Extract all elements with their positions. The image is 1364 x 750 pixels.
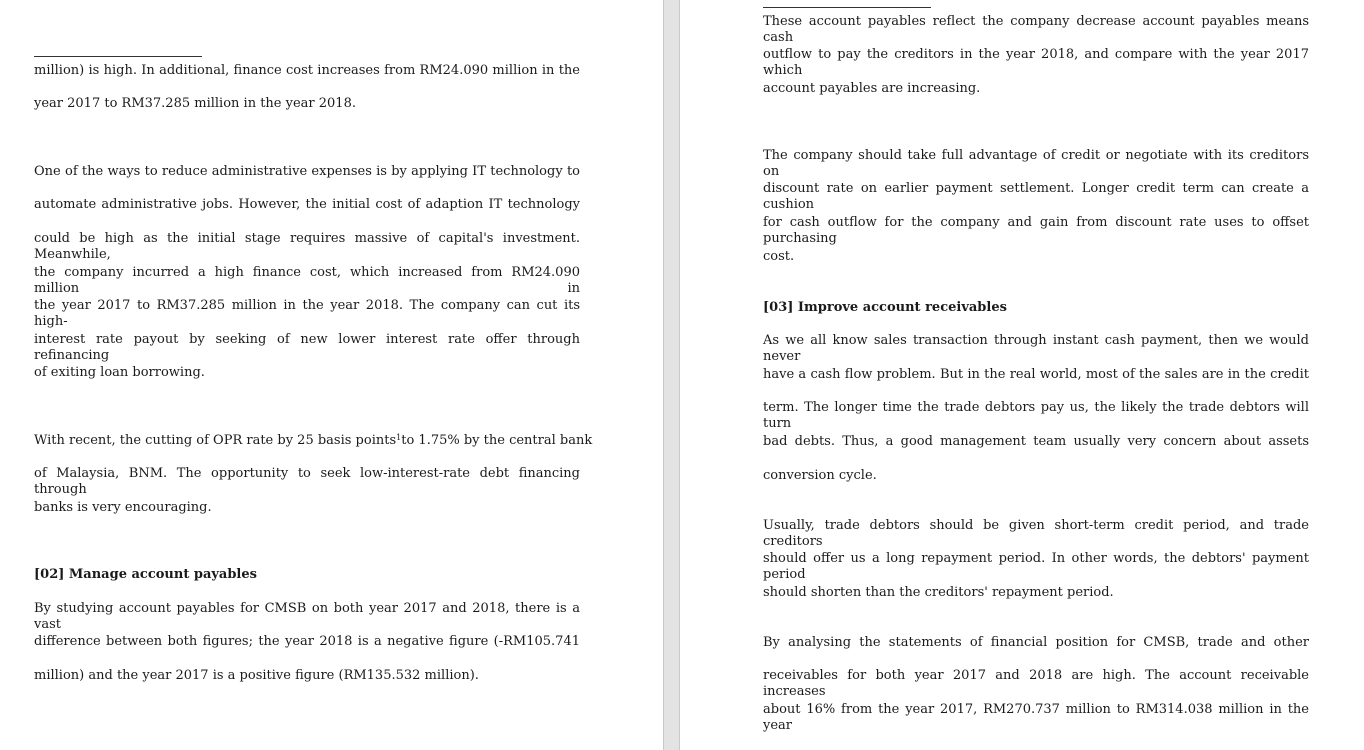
- footnote-separator: [34, 56, 202, 57]
- text-line: million) is high. In additional, finance cost increases from RM24.090 million in the: [34, 63, 580, 78]
- text-line: As we all know sales transaction through instant cash payment, then we would never: [763, 333, 1309, 364]
- text-line: could be high as the initial stage requires massive of capital's investment. Meanwhile,: [34, 231, 580, 262]
- text-line: By analysing the statements of financial position for CMSB, trade and other: [763, 635, 1309, 650]
- text-line: interest rate payout by seeking of new lower interest rate offer through refinancing: [34, 332, 580, 363]
- text-line: should shorten than the creditors' repayment period.: [763, 585, 1114, 600]
- text-line: million) and the year 2017 is a positive figure (RM135.532 million).: [34, 668, 479, 683]
- text-line: One of the ways to reduce administrative expenses is by applying IT technology to: [34, 164, 580, 179]
- text-line: have a cash flow problem. But in the real world, most of the sales are in the credit: [763, 367, 1309, 382]
- footnote-reference[interactable]: 1: [396, 433, 402, 442]
- text-line: the year 2017 to RM37.285 million in the year 2018. The company can cut its high-: [34, 298, 580, 329]
- text-line: the company incurred a high finance cost, which increased from RM24.090 million in: [34, 265, 580, 296]
- text-line: outflow to pay the creditors in the year 2018, and compare with the year 2017 which: [763, 47, 1309, 78]
- text-line: Usually, trade debtors should be given short-term credit period, and trade creditors: [763, 518, 1309, 549]
- text-line: difference between both figures; the year 2018 is a negative figure (-RM105.741: [34, 634, 580, 649]
- text-fragment: to 1.75% by the central bank: [401, 433, 593, 448]
- text-line: account payables are increasing.: [763, 81, 981, 96]
- text-line: should offer us a long repayment period. In other words, the debtors' payment period: [763, 551, 1309, 582]
- text-fragment: With recent, the cutting of OPR rate by 25 basis points: [34, 433, 397, 448]
- document-page-left: [0, 0, 663, 750]
- page-gutter: [663, 0, 680, 750]
- text-line: year 2017 to RM37.285 million in the year 2018.: [34, 96, 356, 111]
- text-line-with-footnote: [34, 433, 593, 449]
- text-line: receivables for both year 2017 and 2018 are high. The account receivable increases: [763, 668, 1309, 699]
- text-line: These account payables reflect the company decrease account payables means cash: [763, 14, 1309, 45]
- text-line: term. The longer time the trade debtors pay us, the likely the trade debtors will turn: [763, 400, 1309, 431]
- text-line: banks is very encouraging.: [34, 500, 212, 515]
- section-heading-02: [02] Manage account payables: [34, 567, 257, 582]
- text-line: of exiting loan borrowing.: [34, 365, 205, 380]
- text-line: for cash outflow for the company and gain from discount rate uses to offset purchasing: [763, 215, 1309, 246]
- text-line: about 16% from the year 2017, RM270.737 million to RM314.038 million in the year: [763, 702, 1309, 733]
- text-line: of Malaysia, BNM. The opportunity to seek low-interest-rate debt financing through: [34, 466, 580, 497]
- text-line: automate administrative jobs. However, the initial cost of adaption IT technology: [34, 197, 580, 212]
- text-line: cost.: [763, 249, 795, 264]
- document-page-right: [680, 0, 1364, 750]
- text-line: The company should take full advantage of credit or negotiate with its creditors on: [763, 148, 1309, 179]
- section-heading-03: [03] Improve account receivables: [763, 300, 1007, 315]
- text-line: conversion cycle.: [763, 468, 877, 483]
- text-line: By studying account payables for CMSB on both year 2017 and 2018, there is a vast: [34, 601, 580, 632]
- text-line: discount rate on earlier payment settlement. Longer credit term can create a cushion: [763, 181, 1309, 212]
- footnote-separator: [763, 7, 931, 8]
- text-line: bad debts. Thus, a good management team usually very concern about assets: [763, 434, 1309, 449]
